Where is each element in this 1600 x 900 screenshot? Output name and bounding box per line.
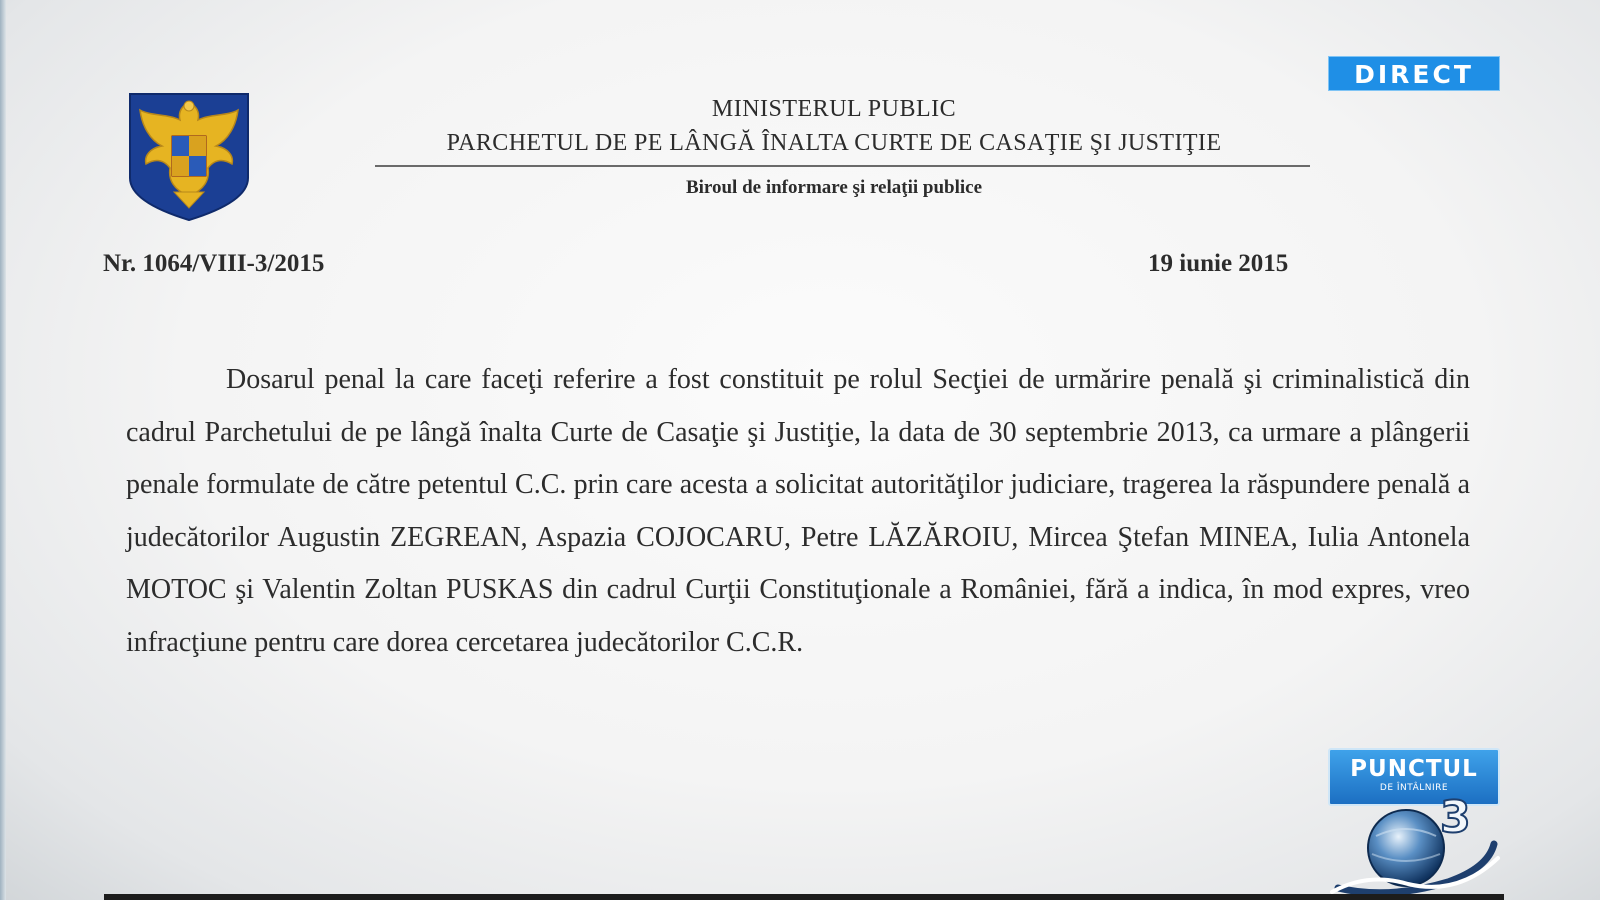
live-badge: DIRECT xyxy=(1328,56,1500,91)
antena-3-globe-logo-icon xyxy=(1328,792,1504,900)
frame-edge xyxy=(0,0,6,900)
header-divider xyxy=(375,165,1310,167)
channel-number: 3 xyxy=(1440,792,1471,843)
show-title: PUNCTUL xyxy=(1350,756,1478,782)
document-body: Dosarul penal la care faceţi referire a fost constituit pe rolul Secţiei de urmărire penală şi criminalistică din cadrul Parchetului de pe lângă înalta Curte de Casaţie şi Justiţie, la data de 30 septembrie 2013, ca urmare a plângerii penale formulate de către petentul C.C. prin care acesta a solicitat autorităţilor judiciare, tragerea la răspundere penală a judecătorilor Augustin ZEGREAN, Aspazia COJOCARU, Petre LĂZĂROIU, Mircea Ştefan MINEA, Iulia Antonela MOTOC şi Valentin Zoltan PUSKAS din cadrul Curţii Constituţionale a României, fără a indica, în mod expres, vreo infracţiune pentru care dorea cercetarea judecătorilor C.C.R. xyxy=(126,364,1470,658)
bottom-ticker-edge xyxy=(104,894,1504,900)
document-date: 19 iunie 2015 xyxy=(1148,250,1289,277)
department-name: Biroul de informare şi relaţii publice xyxy=(685,177,983,198)
ministry-name: MINISTERUL PUBLIC xyxy=(711,96,957,122)
reference-number: Nr. 1064/VIII-3/2015 xyxy=(103,250,325,277)
prosecutor-office-name: PARCHETUL DE PE LÂNGĂ ÎNALTA CURTE DE CASAŢIE ŞI JUSTIŢIE xyxy=(446,130,1222,156)
romanian-coat-of-arms-icon xyxy=(128,92,250,222)
show-subtitle: DE ÎNTÂLNIRE xyxy=(1379,783,1449,793)
